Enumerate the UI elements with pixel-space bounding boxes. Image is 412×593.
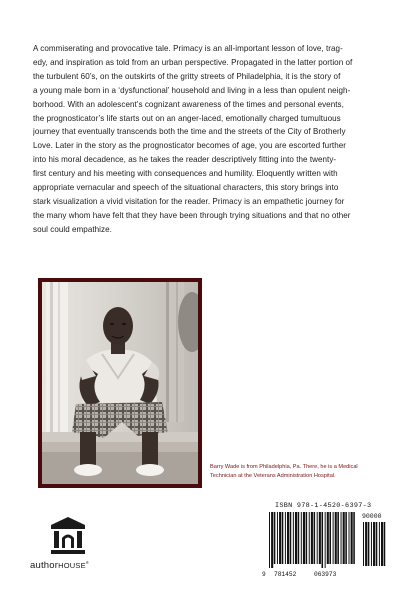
barcode-bar <box>301 512 302 564</box>
blurb-line: soul could empathize. <box>33 224 112 234</box>
barcode-bar <box>285 512 286 564</box>
author-photo-frame <box>38 278 202 488</box>
barcode-bar <box>337 512 339 564</box>
barcode-bar <box>384 522 386 566</box>
author-photo <box>42 282 198 484</box>
barcode-bar <box>293 512 294 564</box>
barcode-digit-lead: 9 <box>262 571 266 578</box>
barcode-bar <box>365 522 367 566</box>
barcode-bar <box>306 512 308 564</box>
barcode-bar <box>325 512 326 568</box>
barcode-bar <box>341 512 342 564</box>
barcode-bar <box>379 522 380 566</box>
barcode-bar <box>277 512 278 564</box>
barcode-bar <box>303 512 305 564</box>
barcode-bar <box>381 522 383 566</box>
blurb-line: Love. Later in the story as the prognosticator becomes of age, you are escorted further <box>33 141 346 151</box>
barcode-bar <box>322 512 324 568</box>
blurb-line: appropriate vernacular and speech of the situational characters, this story brings into <box>33 183 339 193</box>
barcode-bar <box>290 512 292 564</box>
barcode-bar <box>295 512 297 564</box>
trademark-symbol: ® <box>85 560 89 565</box>
isbn-barcode <box>262 500 390 581</box>
barcode-bar <box>317 512 318 564</box>
blurb-line: the prognosticator’s life starts out on an anger-laced, emotionally charged tumultuous <box>33 113 341 123</box>
publisher-logo <box>30 516 110 576</box>
barcode-bar <box>363 522 364 566</box>
blurb-line: first century and his meeting with consequences and humility. Eloquently written with <box>33 169 338 179</box>
barcode-bar <box>311 512 313 564</box>
barcode-bar <box>274 512 276 564</box>
authorhouse-logo-icon <box>50 516 86 556</box>
publisher-name <box>30 560 110 571</box>
barcode-bar <box>329 512 331 564</box>
barcode-bar <box>282 512 284 564</box>
publisher-name-prefix: author <box>30 560 59 571</box>
barcode-bar <box>371 522 372 566</box>
author-bio-line: Barry Wade is from Philadelphia, Pa. There, he is a Medical <box>210 464 358 470</box>
price-code: 90000 <box>362 513 382 520</box>
publisher-name-suffix: HOUSE <box>58 561 86 570</box>
author-bio <box>210 463 380 480</box>
barcode-bar <box>335 512 337 564</box>
barcode-bar <box>309 512 310 564</box>
blurb-line: borhood. With an adolescent’s cognizant awareness of the times and personal events, <box>33 99 344 109</box>
barcode-bar <box>279 512 281 564</box>
blurb-line: the many whom have felt that they have been through trying situations and that no other <box>33 210 351 220</box>
barcode-bar <box>269 512 270 568</box>
barcode-bar <box>376 522 378 566</box>
barcode-bar <box>349 512 350 564</box>
barcode-bars <box>268 512 356 570</box>
barcode-bar <box>373 522 375 566</box>
blurb-line: edy, and inspiration as told from an urban perspective. Propagated in the latter portion of <box>33 57 353 67</box>
blurb-line: the turbulent 60’s, on the outskirts of the gritty streets of Philadelphia, it is the story of <box>33 71 341 81</box>
barcode-bar <box>333 512 334 564</box>
blurb-line: journey that eventually transcends both the time and the streets of the City of Brotherly <box>33 127 346 137</box>
barcode-bar <box>368 522 370 566</box>
barcode-bar <box>271 512 273 568</box>
barcode-bar <box>353 512 355 564</box>
barcode-bar <box>351 512 353 564</box>
book-blurb <box>33 42 382 237</box>
author-bio-line: Technician at the Veterans Administration Hospital. <box>210 472 336 479</box>
price-barcode-bars <box>362 522 386 572</box>
barcode-digits-group1: 781452 <box>274 571 297 578</box>
blurb-line: stark visualization a vivid visitation for the reader. Primacy is an empathetic journey for <box>33 196 345 206</box>
barcode-bar <box>343 512 345 564</box>
barcode-bar <box>287 512 289 564</box>
blurb-line: a young male born in a ‘dysfunctional’ household and living in a less than opulent neigh- <box>33 85 351 95</box>
barcode-bar <box>345 512 347 564</box>
isbn-label: ISBN 978-1-4520-6397-3 <box>275 502 372 510</box>
blurb-line: into his moral decadence, as he takes the reader descriptively fitting into the twenty- <box>33 155 337 165</box>
blurb-line: A commiserating and provocative tale. Primacy is an all-important lesson of love, trag- <box>33 44 343 53</box>
barcode-bar <box>314 512 316 564</box>
barcode-digits-group2: 063973 <box>314 571 337 578</box>
barcode-bar <box>298 512 300 564</box>
barcode-bar <box>319 512 321 564</box>
barcode-bar <box>327 512 329 564</box>
